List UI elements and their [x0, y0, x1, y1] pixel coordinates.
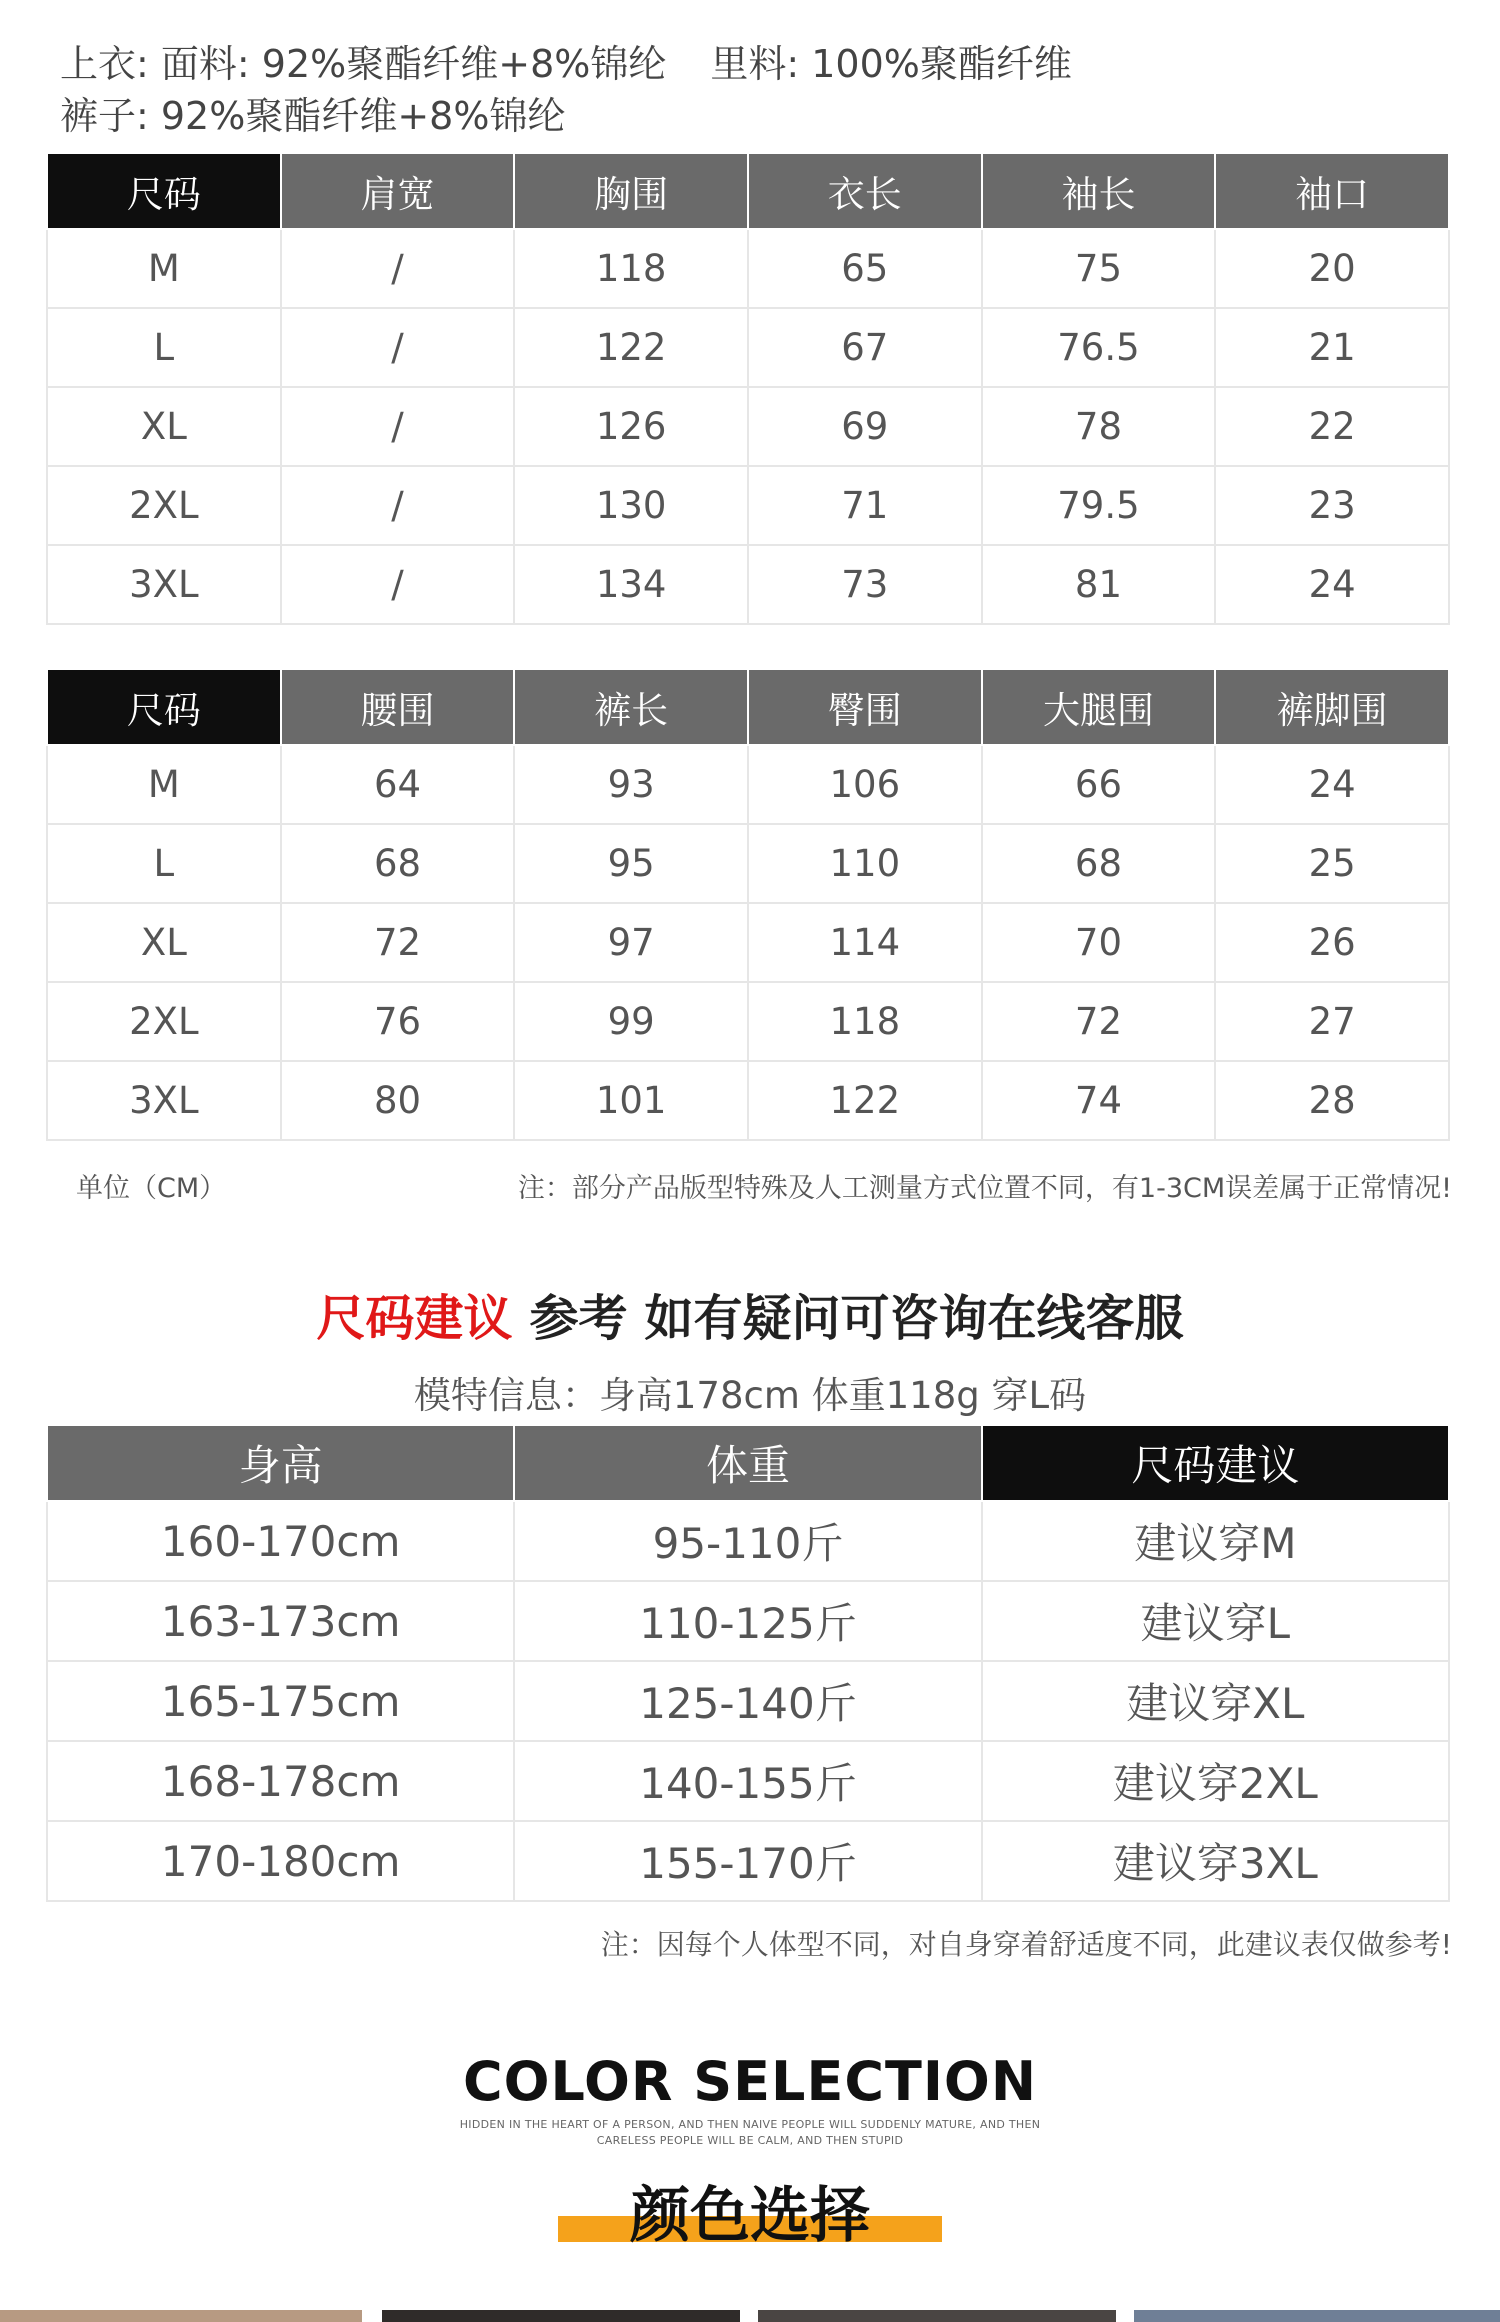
color-section-title: COLOR SELECTION: [462, 2050, 1038, 2113]
table-row: [47, 545, 1449, 624]
table-cell: 21: [1215, 308, 1449, 387]
product-photo[interactable]: [0, 2310, 362, 2322]
table-row: [47, 466, 1449, 545]
suggestion-title-rest: 参考 如有疑问可咨询在线客服: [512, 1290, 1184, 1347]
table-cell: 75: [982, 229, 1216, 308]
header-chest: 胸围: [514, 153, 748, 229]
table-cell: M: [47, 229, 281, 308]
product-photo[interactable]: [382, 2310, 740, 2322]
color-heading-text: 颜色选择: [630, 2181, 870, 2251]
table-cell: /: [281, 387, 515, 466]
table-cell: 155-170斤: [514, 1821, 981, 1901]
table-cell: 3XL: [47, 545, 281, 624]
table-cell: 118: [748, 982, 982, 1061]
table-cell: 3XL: [47, 1061, 281, 1140]
fabric-line-1: [60, 38, 1072, 90]
header-pants-length: 裤长: [514, 669, 748, 745]
table-header-row: [47, 669, 1449, 745]
suggestion-note: 注：因每个人体型不同，对自身穿着舒适度不同，此建议表仅做参考!: [600, 1928, 1452, 1961]
table-cell: 78: [982, 387, 1216, 466]
product-photo[interactable]: [1134, 2310, 1500, 2322]
table-cell: 23: [1215, 466, 1449, 545]
table-cell: 22: [1215, 387, 1449, 466]
table-row: [47, 1061, 1449, 1140]
fabric-line-2: 裤子: 92%聚酯纤维+8%锦纶: [60, 94, 566, 138]
table-cell: 165-175cm: [47, 1661, 514, 1741]
table-cell: 110-125斤: [514, 1581, 981, 1661]
table-row: [47, 308, 1449, 387]
header-recommendation: 尺码建议: [982, 1425, 1449, 1501]
table-cell: 168-178cm: [47, 1741, 514, 1821]
table-cell: 93: [514, 745, 748, 824]
header-height: 身高: [47, 1425, 514, 1501]
table-cell: 97: [514, 903, 748, 982]
table-cell: 80: [281, 1061, 515, 1140]
table-cell: XL: [47, 387, 281, 466]
header-shoulder: 肩宽: [281, 153, 515, 229]
table-cell: 74: [982, 1061, 1216, 1140]
table-cell: 2XL: [47, 982, 281, 1061]
table-row: [47, 1581, 1449, 1661]
table-header-row: [47, 153, 1449, 229]
table-cell: L: [47, 308, 281, 387]
table-cell: 66: [982, 745, 1216, 824]
table-row: [47, 1741, 1449, 1821]
table-cell: M: [47, 745, 281, 824]
table-cell: 114: [748, 903, 982, 982]
table-cell: 20: [1215, 229, 1449, 308]
top-fabric: 上衣: 面料: 92%聚酯纤维+8%锦纶: [60, 42, 667, 86]
table-cell: 170-180cm: [47, 1821, 514, 1901]
table-cell: 72: [281, 903, 515, 982]
table-cell: 64: [281, 745, 515, 824]
table-cell: 125-140斤: [514, 1661, 981, 1741]
table-cell: 建议穿2XL: [982, 1741, 1449, 1821]
table-cell: L: [47, 824, 281, 903]
table-cell: 110: [748, 824, 982, 903]
table-cell: 70: [982, 903, 1216, 982]
table-cell: 69: [748, 387, 982, 466]
model-info: 模特信息：身高178cm 体重118g 穿L码: [413, 1374, 1087, 1417]
table-cell: 65: [748, 229, 982, 308]
table-cell: 126: [514, 387, 748, 466]
table-cell: 73: [748, 545, 982, 624]
top-size-table: [46, 152, 1450, 625]
header-cuff: 袖口: [1215, 153, 1449, 229]
table-cell: 76.5: [982, 308, 1216, 387]
table-cell: 2XL: [47, 466, 281, 545]
top-lining: 里料: 100%聚酯纤维: [710, 42, 1072, 86]
table-row: [47, 824, 1449, 903]
table-row: [47, 903, 1449, 982]
header-thigh: 大腿围: [982, 669, 1216, 745]
table-cell: /: [281, 308, 515, 387]
header-hip: 臀围: [748, 669, 982, 745]
table-cell: 101: [514, 1061, 748, 1140]
color-heading: [0, 2168, 1500, 2251]
table-cell: 79.5: [982, 466, 1216, 545]
table-cell: /: [281, 229, 515, 308]
table-cell: 134: [514, 545, 748, 624]
fabric-info: [60, 38, 1072, 142]
table-cell: 99: [514, 982, 748, 1061]
table-row: [47, 982, 1449, 1061]
header-hem: 裤脚围: [1215, 669, 1449, 745]
table-row: [47, 1501, 1449, 1581]
table-cell: 68: [281, 824, 515, 903]
table-cell: 118: [514, 229, 748, 308]
table-cell: 81: [982, 545, 1216, 624]
table-row: [47, 1661, 1449, 1741]
header-sleeve: 袖长: [982, 153, 1216, 229]
pants-size-table: [46, 668, 1450, 1141]
table-cell: 140-155斤: [514, 1741, 981, 1821]
header-size: 尺码: [47, 153, 281, 229]
table-cell: 建议穿M: [982, 1501, 1449, 1581]
table-header-row: [47, 1425, 1449, 1501]
table-cell: 163-173cm: [47, 1581, 514, 1661]
table-row: [47, 1821, 1449, 1901]
table-cell: 71: [748, 466, 982, 545]
table-cell: 72: [982, 982, 1216, 1061]
table-cell: 95: [514, 824, 748, 903]
table-cell: 160-170cm: [47, 1501, 514, 1581]
color-section-subtitle-line-1: HIDDEN IN THE HEART OF A PERSON, AND THEN NAIVE PEOPLE WILL SUDDENLY MATURE, AND THEN: [459, 2118, 1041, 2131]
table-cell: 24: [1215, 545, 1449, 624]
table-row: [47, 745, 1449, 824]
table-cell: 95-110斤: [514, 1501, 981, 1581]
table-cell: 27: [1215, 982, 1449, 1061]
size-suggestion-title: [0, 1280, 1500, 1350]
table-cell: 建议穿XL: [982, 1661, 1449, 1741]
table-cell: 106: [748, 745, 982, 824]
color-section-subtitle-line-2: CARELESS PEOPLE WILL BE CALM, AND THEN STUPID: [596, 2134, 904, 2147]
table-cell: 建议穿3XL: [982, 1821, 1449, 1901]
table-row: [47, 229, 1449, 308]
table-cell: /: [281, 545, 515, 624]
table-cell: 76: [281, 982, 515, 1061]
table-cell: 25: [1215, 824, 1449, 903]
header-waist: 腰围: [281, 669, 515, 745]
unit-label: 单位（CM）: [76, 1173, 227, 1204]
table-cell: 28: [1215, 1061, 1449, 1140]
table-row: [47, 387, 1449, 466]
table-cell: /: [281, 466, 515, 545]
table-cell: 建议穿L: [982, 1581, 1449, 1661]
header-weight: 体重: [514, 1425, 981, 1501]
size-suggestion-table: [46, 1424, 1450, 1902]
product-photo-strip: [0, 2310, 1500, 2322]
suggestion-title-highlight: 尺码建议: [316, 1290, 513, 1347]
table-cell: 68: [982, 824, 1216, 903]
measure-note: 注：部分产品版型特殊及人工测量方式位置不同，有1-3CM误差属于正常情况!: [517, 1173, 1452, 1204]
table-cell: 26: [1215, 903, 1449, 982]
header-length: 衣长: [748, 153, 982, 229]
table-cell: 24: [1215, 745, 1449, 824]
table-cell: 122: [748, 1061, 982, 1140]
table-cell: 130: [514, 466, 748, 545]
header-size: 尺码: [47, 669, 281, 745]
table-cell: 122: [514, 308, 748, 387]
table-cell: 67: [748, 308, 982, 387]
product-photo[interactable]: [758, 2310, 1116, 2322]
table-cell: XL: [47, 903, 281, 982]
